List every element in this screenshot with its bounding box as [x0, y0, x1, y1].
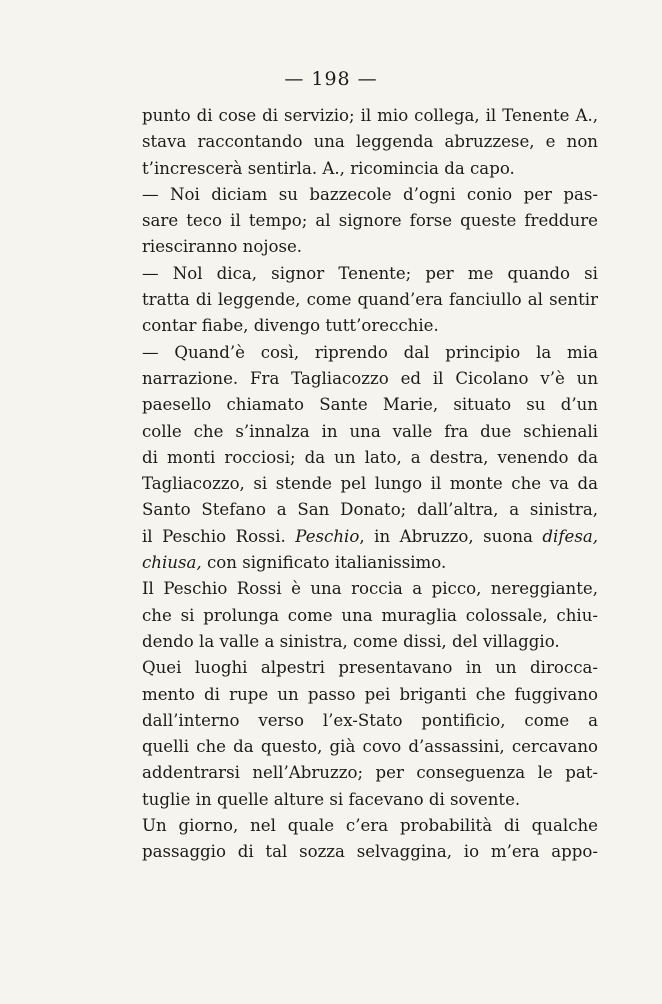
text-run: Un giorno, nel quale c’era probabilità di qualche	[142, 816, 598, 836]
text-line	[142, 419, 598, 445]
text-run: quelli che da questo, già covo d’assassini, cercavano	[142, 737, 598, 757]
text-line	[142, 839, 598, 865]
text-run: paesello chiamato Sante Marie, situato su d’un	[142, 395, 598, 415]
body-text	[142, 103, 598, 866]
text-line	[142, 340, 598, 366]
text-line	[142, 445, 598, 471]
text-line	[142, 471, 598, 497]
text-line	[142, 813, 598, 839]
text-line	[142, 366, 598, 392]
text-run: t’increscerà sentirla. A., ricomincia da capo.	[142, 158, 515, 178]
text-line	[142, 392, 598, 418]
text-line	[142, 550, 598, 576]
text-line	[142, 182, 598, 208]
text-run: Il Peschio Rossi è una roccia a picco, nereggiante,	[142, 579, 598, 599]
text-line	[142, 734, 598, 760]
text-run: che si prolunga come una muraglia colossale, chiu-	[142, 605, 598, 625]
text-run: tuglie in quelle alture si facevano di sovente.	[142, 789, 521, 809]
text-run: — Nol dica, signor Tenente; per me quando si	[142, 263, 598, 283]
text-line	[142, 760, 598, 786]
text-run: passaggio di tal sozza selvaggina, io m’era appo-	[142, 842, 598, 862]
text-run: Santo Stefano a San Donato; dall’altra, a sinistra,	[142, 500, 598, 520]
text-run: mento di rupe un passo pei briganti che fuggivano	[142, 684, 598, 704]
text-run: Tagliacozzo, si stende pel lungo il monte che va da	[142, 474, 598, 494]
text-line	[142, 603, 598, 629]
text-line	[142, 787, 598, 813]
text-run: — Noi diciam su bazzecole d’ogni conio per pas-	[142, 184, 598, 204]
text-line	[142, 524, 598, 550]
text-run: punto di cose di servizio; il mio collega, il Tenente A.,	[142, 106, 598, 125]
text-run: tratta di leggende, come quand’era fanciullo al sentir	[142, 290, 598, 310]
text-run: con significato italianissimo.	[201, 553, 447, 573]
text-run: Quei luoghi alpestri presentavano in un dirocca-	[142, 658, 598, 678]
text-line	[142, 287, 598, 313]
text-run: di monti rocciosi; da un lato, a destra, venendo da	[142, 447, 598, 467]
page-number: — 198 —	[284, 68, 378, 90]
text-line	[142, 629, 598, 655]
text-run: colle che s’innalza in una valle fra due schienali	[142, 421, 598, 441]
text-run: narrazione. Fra Tagliacozzo ed il Cicolano v’è un	[142, 368, 598, 388]
text-line	[142, 682, 598, 708]
text-line	[142, 129, 598, 155]
text-run: stava raccontando una leggenda abruzzese, e non	[142, 132, 598, 152]
text-run: dall’interno verso l’ex-Stato pontificio, come a	[142, 710, 598, 730]
italic-text: Peschio	[295, 526, 360, 546]
text-run: — Quand’è così, riprendo dal principio la mia	[142, 342, 598, 362]
text-line	[142, 497, 598, 523]
text-run: contar fiabe, divengo tutt’orecchie.	[142, 316, 439, 336]
text-run: il Peschio Rossi.	[142, 526, 296, 546]
text-run: , in Abruzzo, suona	[359, 526, 543, 546]
text-run: dendo la valle a sinistra, come dissi, del villaggio.	[142, 631, 560, 651]
text-line	[142, 576, 598, 602]
text-line	[142, 655, 598, 681]
text-line	[142, 313, 598, 339]
text-line	[142, 708, 598, 734]
text-line	[142, 261, 598, 287]
text-line	[142, 234, 598, 260]
text-line	[142, 156, 598, 182]
italic-text: chiusa,	[142, 553, 202, 573]
italic-text: difesa,	[542, 526, 598, 546]
text-run: riesciranno nojose.	[142, 237, 303, 257]
text-run: sare teco il tempo; al signore forse queste freddure	[142, 211, 598, 231]
text-line	[142, 103, 598, 129]
text-line	[142, 208, 598, 234]
text-run: addentrarsi nell’Abruzzo; per conseguenza le pat-	[142, 763, 598, 783]
